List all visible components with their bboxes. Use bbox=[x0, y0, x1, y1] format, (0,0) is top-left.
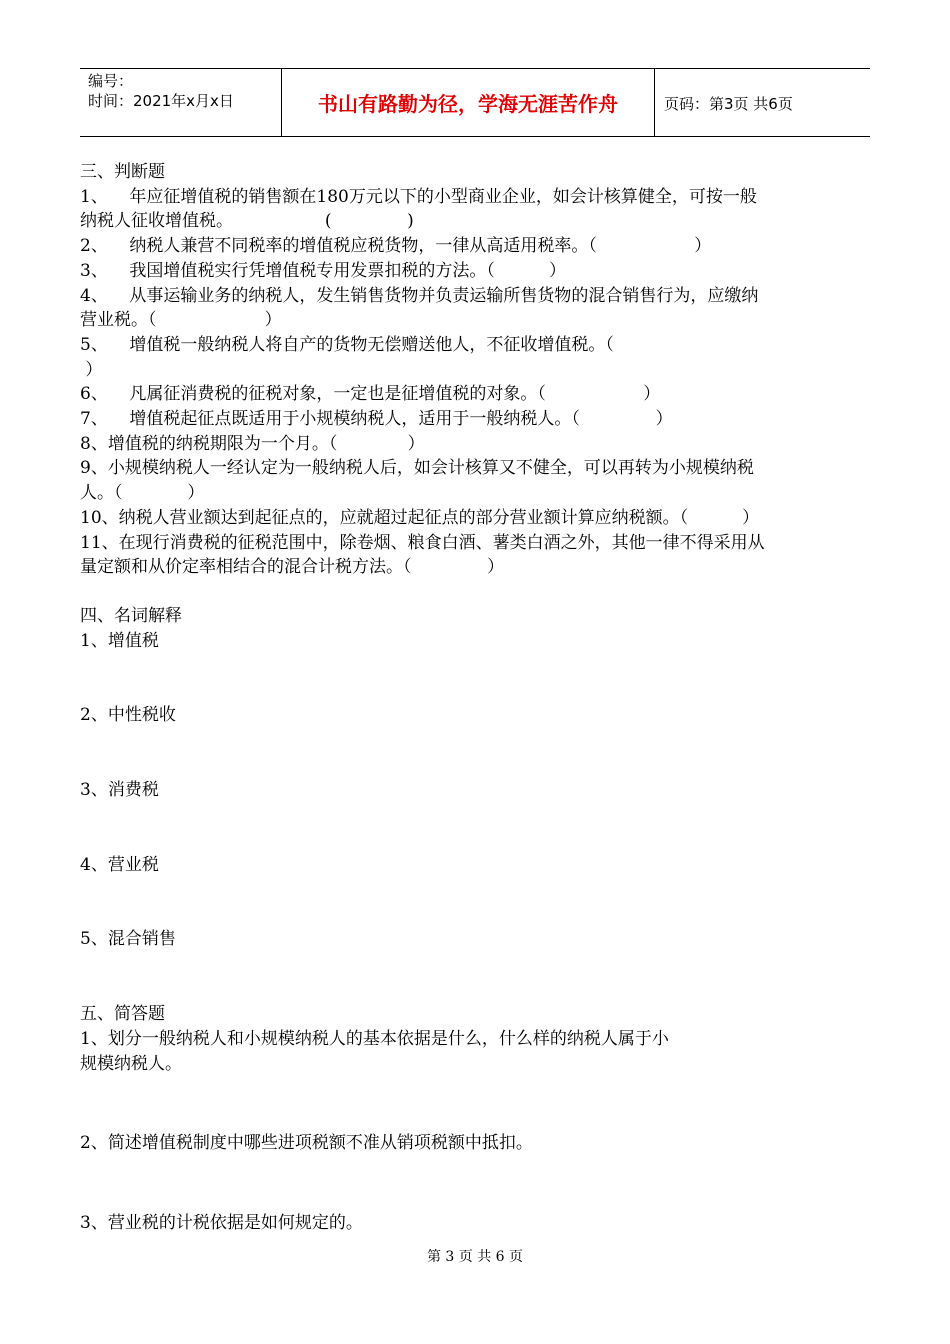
term-item: 2、中性税收 bbox=[80, 705, 176, 726]
term-item: 1、增值税 bbox=[80, 630, 159, 651]
term-item: 3、消费税 bbox=[80, 780, 159, 801]
question-line: 1、 年应征增值税的销售额在180万元以下的小型商业企业，如会计核算健全，可按一般 bbox=[80, 186, 757, 207]
question-line: 9、小规模纳税人一经认定为一般纳税人后，如会计核算又不健全，可以再转为小规模纳税 bbox=[80, 458, 754, 479]
document-body bbox=[80, 160, 860, 1236]
question-line: 4、 从事运输业务的纳税人，发生销售货物并负责运输所售货物的混合销售行为，应缴纳 bbox=[80, 285, 759, 306]
question-line: 5、 增值税一般纳税人将自产的货物无偿赠送他人，不征收增值税。（ bbox=[80, 334, 614, 355]
question-line: 6、 凡属征消费税的征税对象，一定也是征增值税的对象。（ ） bbox=[80, 384, 661, 405]
motto: 书山有路勤为径，学海无涯苦作舟 bbox=[281, 69, 655, 136]
question-line: 8、增值税的纳税期限为一个月。（ ） bbox=[80, 433, 425, 454]
question-line: 2、 纳税人兼营不同税率的增值税应税货物，一律从高适用税率。（ ） bbox=[80, 236, 712, 257]
question-line: 纳税人征收增值税。 ( ) bbox=[80, 211, 414, 232]
term-item: 5、混合销售 bbox=[80, 929, 176, 950]
short-answer-question: 2、简述增值税制度中哪些进项税额不准从销项税额中抵扣。 bbox=[80, 1133, 533, 1154]
question-line: 7、 增值税起征点既适用于小规模纳税人，适用于一般纳税人。（ ） bbox=[80, 409, 673, 430]
question-line: 3、 我国增值税实行凭增值税专用发票扣税的方法。（ ） bbox=[80, 260, 566, 281]
page-info: 页码：第3页 共6页 bbox=[664, 95, 793, 113]
short-answer-question: 3、营业税的计税依据是如何规定的。 bbox=[80, 1212, 363, 1233]
page-header bbox=[80, 68, 870, 137]
question-line: 量定额和从价定率相结合的混合计税方法。（ ） bbox=[80, 557, 505, 578]
short-answer-question: 规模纳税人。 bbox=[80, 1053, 182, 1074]
page-footer: 第 3 页 共 6 页 bbox=[426, 1249, 524, 1265]
question-line: ） bbox=[80, 359, 103, 380]
header-meta bbox=[88, 71, 234, 111]
number-label: 编号： bbox=[88, 72, 134, 90]
section-title: 四、名词解释 bbox=[80, 605, 182, 626]
short-answer-question: 1、划分一般纳税人和小规模纳税人的基本依据是什么，什么样的纳税人属于小 bbox=[80, 1028, 669, 1049]
term-item: 4、营业税 bbox=[80, 854, 159, 875]
section-title: 三、判断题 bbox=[80, 162, 165, 182]
question-line: 10、纳税人营业额达到起征点的，应就超过起征点的部分营业额计算应纳税额。（ ） bbox=[80, 507, 760, 528]
question-line: 11、在现行消费税的征税范围中，除卷烟、粮食白酒、薯类白酒之外，其他一律不得采用从 bbox=[80, 532, 765, 553]
section-title: 五、简答题 bbox=[80, 1004, 165, 1025]
question-line: 人。（ ） bbox=[80, 483, 205, 504]
time-label: 时间：2021年x月x日 bbox=[88, 92, 234, 110]
question-line: 营业税。（ ） bbox=[80, 310, 282, 331]
